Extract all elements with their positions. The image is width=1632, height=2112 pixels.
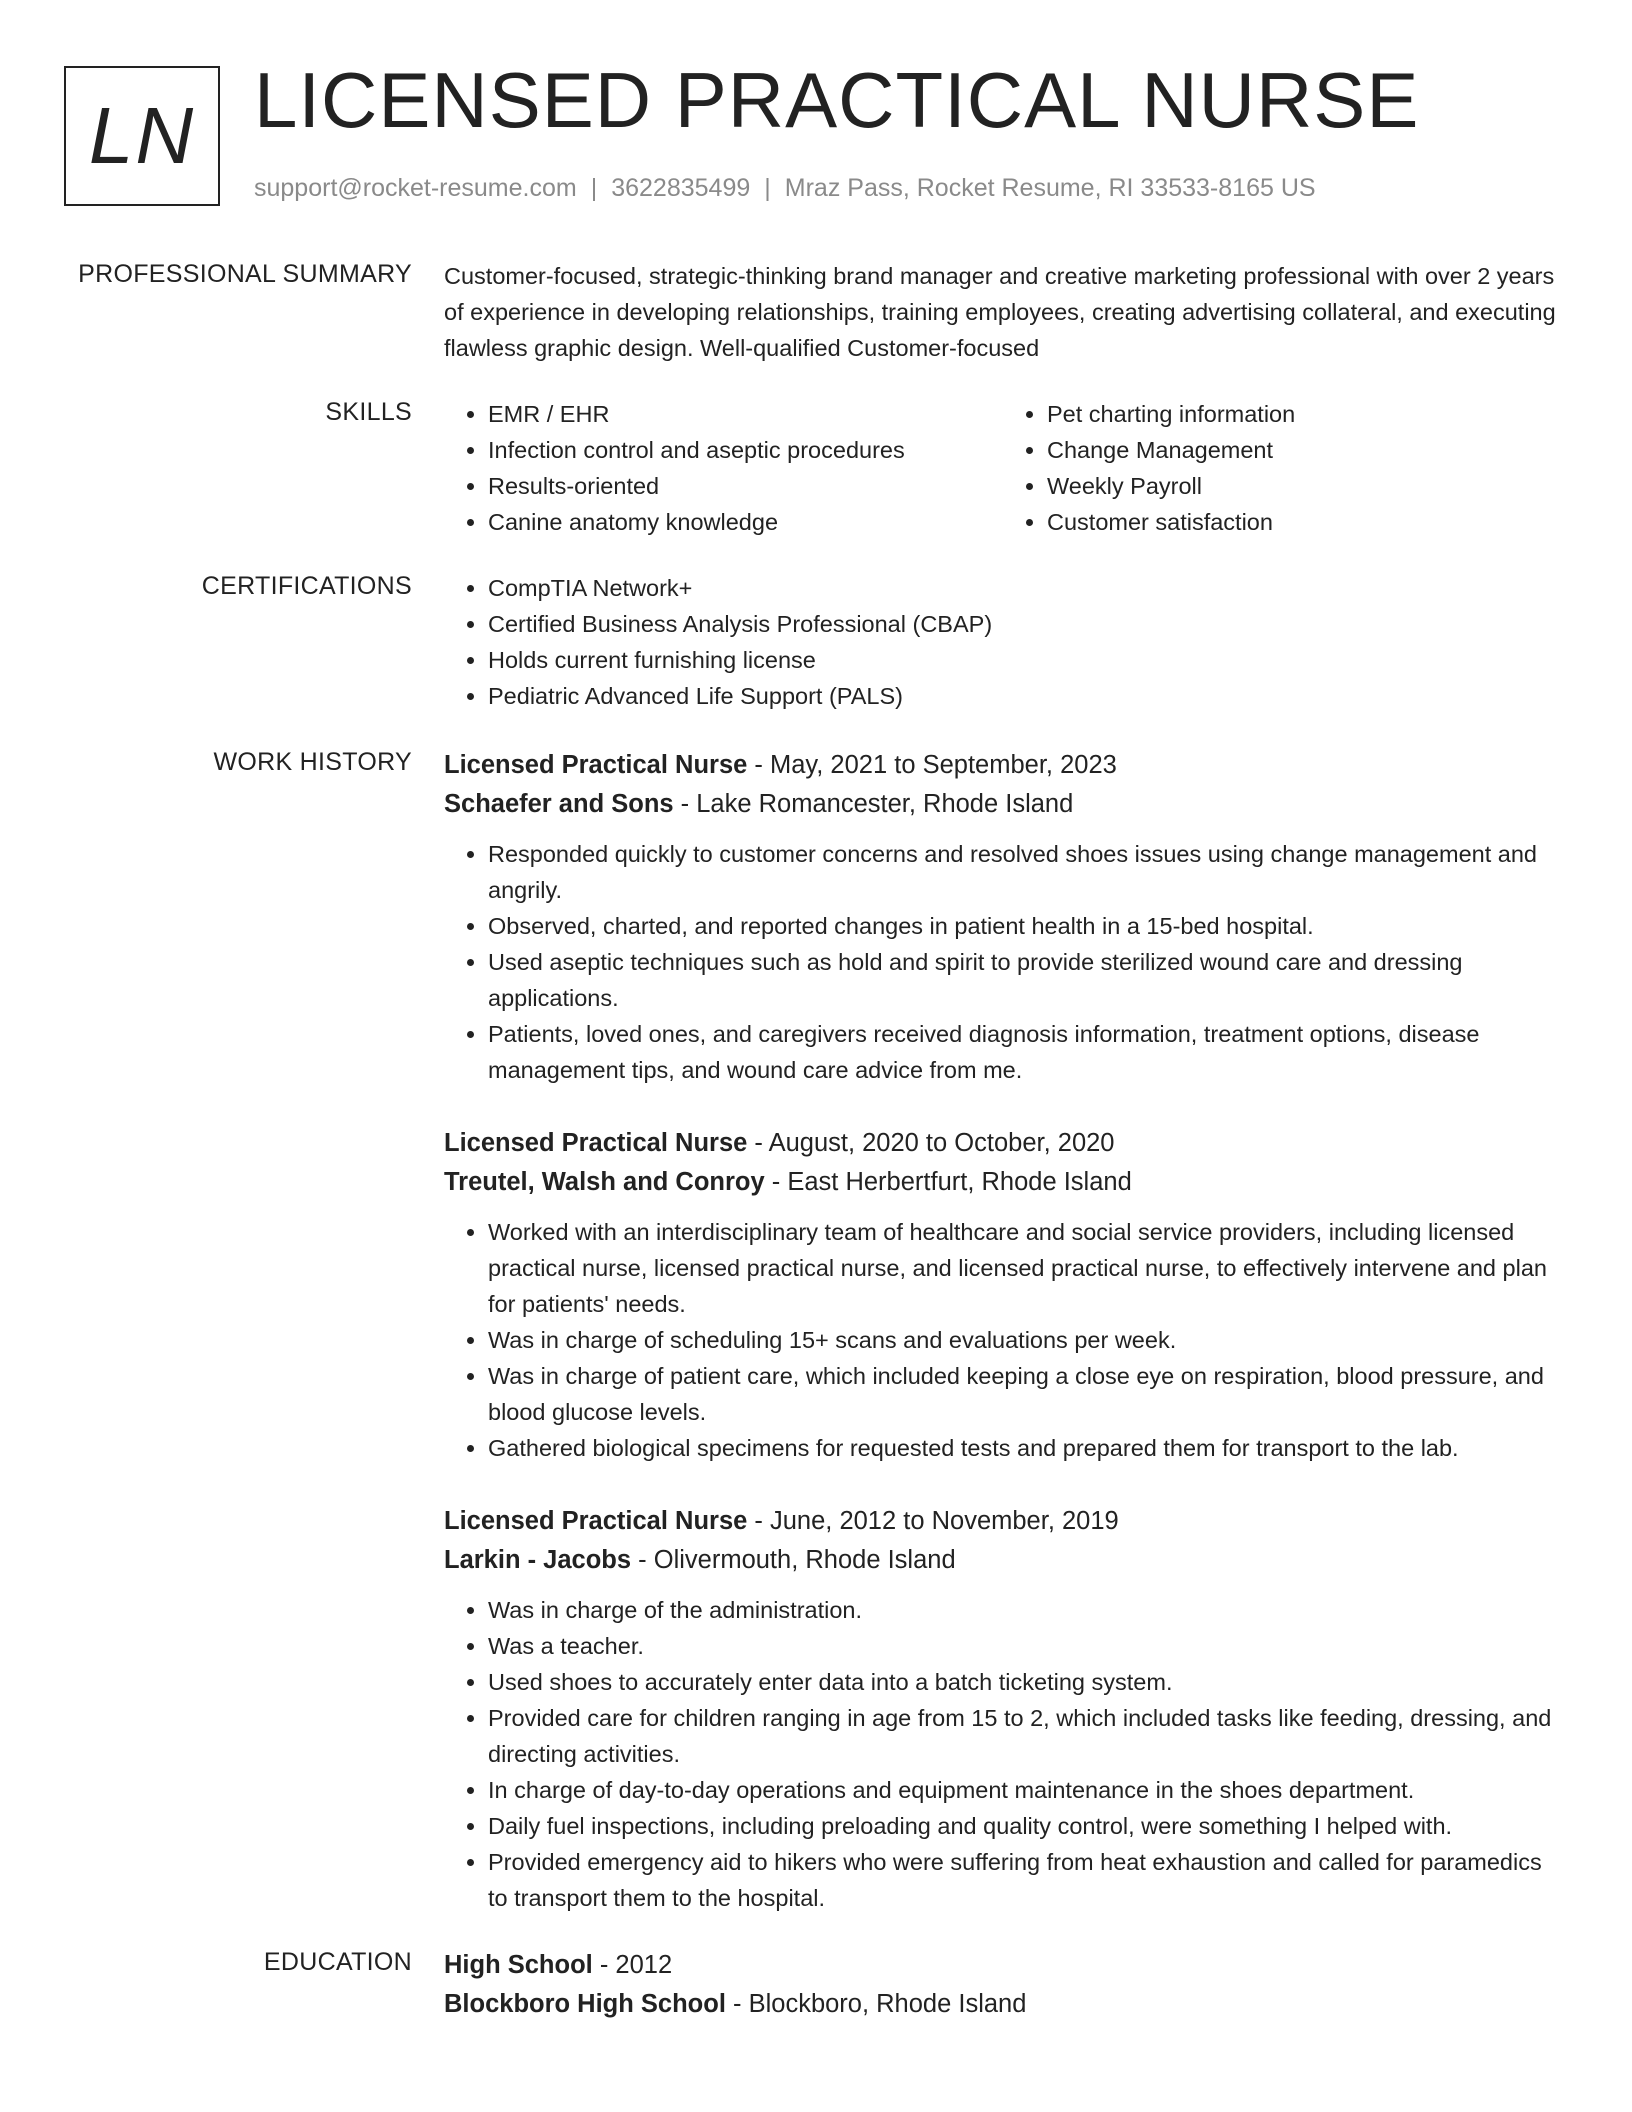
job-title: Licensed Practical Nurse [444,751,748,779]
job-bullet: • Provided care for children ranging in age from 15 to 2, which included tasks like feeding, dressing, and directing activities. [488,1700,1562,1772]
job-bullet: • Was in charge of patient care, which included keeping a close eye on respiration, blood pressure, and blood glucose levels. [488,1358,1562,1430]
certifications-list [444,570,1562,714]
job-bullet: • Observed, charted, and reported changes in patient health in a 15-bed hospital. [488,908,1562,944]
job-bullet: • Provided emergency aid to hikers who were suffering from heat exhaustion and called for paramedics to transport them to the hospital. [488,1844,1562,1916]
skill-item: • Infection control and aseptic procedures [488,432,1003,468]
skill-item: • Results-oriented [488,468,1003,504]
section-label: WORK HISTORY [213,748,412,776]
skill-item: • Change Management [1047,432,1562,468]
skill-item: • Pet charting information [1047,396,1562,432]
certification-item: • Certified Business Analysis Professional (CBAP) [488,606,1562,642]
section-label: CERTIFICATIONS [201,572,412,600]
job-bullet: • In charge of day-to-day operations and equipment maintenance in the shoes department. [488,1772,1562,1808]
job-title-line [444,746,1562,784]
job-bullets [444,1592,1562,1916]
education-degree: High School [444,1951,593,1979]
job-entry [444,1502,1562,1916]
certification-item: • Holds current furnishing license [488,642,1562,678]
skill-item: • EMR / EHR [488,396,1003,432]
job-company-line [444,1162,1562,1202]
job-bullets [444,1214,1562,1466]
section-label: EDUCATION [263,1948,412,1976]
job-bullet: • Gathered biological specimens for requested tests and prepared them for transport to the lab. [488,1430,1562,1466]
work-history-body [444,746,1562,1952]
job-company: Larkin - Jacobs [444,1546,632,1574]
job-company: Schaefer and Sons [444,790,674,818]
job-company-line [444,1540,1562,1580]
certifications-body [444,570,1562,714]
certification-item: • CompTIA Network+ [488,570,1562,606]
monogram-box: LN [64,66,220,206]
job-bullet: • Was a teacher. [488,1628,1562,1664]
contact-address: Mraz Pass, Rocket Resume, RI 33533-8165 US [784,174,1316,202]
job-dates: - August, 2020 to October, 2020 [747,1129,1115,1157]
education-year: - 2012 [592,1951,673,1979]
skills-columns [444,396,1562,540]
skill-item: • Weekly Payroll [1047,468,1562,504]
job-location: - Lake Romancester, Rhode Island [673,790,1074,818]
job-bullet: • Was in charge of scheduling 15+ scans and evaluations per week. [488,1322,1562,1358]
job-title-line [444,1124,1562,1162]
contact-email[interactable]: support@rocket-resume.com [254,174,577,202]
job-bullet: • Used shoes to accurately enter data into a batch ticketing system. [488,1664,1562,1700]
section-label: PROFESSIONAL SUMMARY [78,260,412,288]
job-bullet: • Worked with an interdisciplinary team of healthcare and social service providers, including licensed practical nurse, licensed practical nurse, and licensed practical nurse, to effectively intervene and plan for patients' needs. [488,1214,1562,1322]
job-bullet: • Was in charge of the administration. [488,1592,1562,1628]
job-dates: - June, 2012 to November, 2019 [747,1507,1119,1535]
job-dates: - May, 2021 to September, 2023 [747,751,1117,779]
job-bullet: • Used aseptic techniques such as hold and spirit to provide sterilized wound care and dressing applications. [488,944,1562,1016]
contact-phone[interactable]: 3622835499 [611,174,751,202]
job-location: - Olivermouth, Rhode Island [631,1546,956,1574]
job-bullet: • Patients, loved ones, and caregivers received diagnosis information, treatment options, disease management tips, and wound care advice from me. [488,1016,1562,1088]
education-school-line [444,1984,1562,2024]
skills-list-right [1003,396,1562,540]
job-bullet: • Responded quickly to customer concerns and resolved shoes issues using change management and angrily. [488,836,1562,908]
education-location: - Blockboro, Rhode Island [725,1990,1027,2018]
summary-text: Customer-focused, strategic-thinking brand manager and creative marketing professional with over 2 years of experience in developing relationships, training employees, creating advertising collateral, and executing flawless graphic design. Well-qualified Customer-focused [444,263,1556,361]
job-bullets [444,836,1562,1088]
skills-list-left [444,396,1003,540]
contact-separator: | [590,174,598,202]
education-school: Blockboro High School [444,1990,726,2018]
job-bullet: • Daily fuel inspections, including preloading and quality control, were something I helped with. [488,1808,1562,1844]
contact-line [254,174,1316,203]
job-title: Licensed Practical Nurse [444,1129,748,1157]
job-title: Licensed Practical Nurse [444,1507,748,1535]
certification-item: • Pediatric Advanced Life Support (PALS) [488,678,1562,714]
job-company-line [444,784,1562,824]
job-company: Treutel, Walsh and Conroy [444,1168,765,1196]
contact-separator: | [764,174,771,202]
resume-title: LICENSED PRACTICAL NURSE [254,56,1420,144]
section-label: SKILLS [325,398,412,426]
skill-item: • Customer satisfaction [1047,504,1562,540]
skill-item: • Canine anatomy knowledge [488,504,1003,540]
job-entry [444,1124,1562,1466]
job-title-line [444,1502,1562,1540]
education-body [444,1946,1562,2024]
education-degree-line [444,1946,1562,1984]
job-entry [444,746,1562,1088]
job-location: - East Herbertfurt, Rhode Island [764,1168,1132,1196]
